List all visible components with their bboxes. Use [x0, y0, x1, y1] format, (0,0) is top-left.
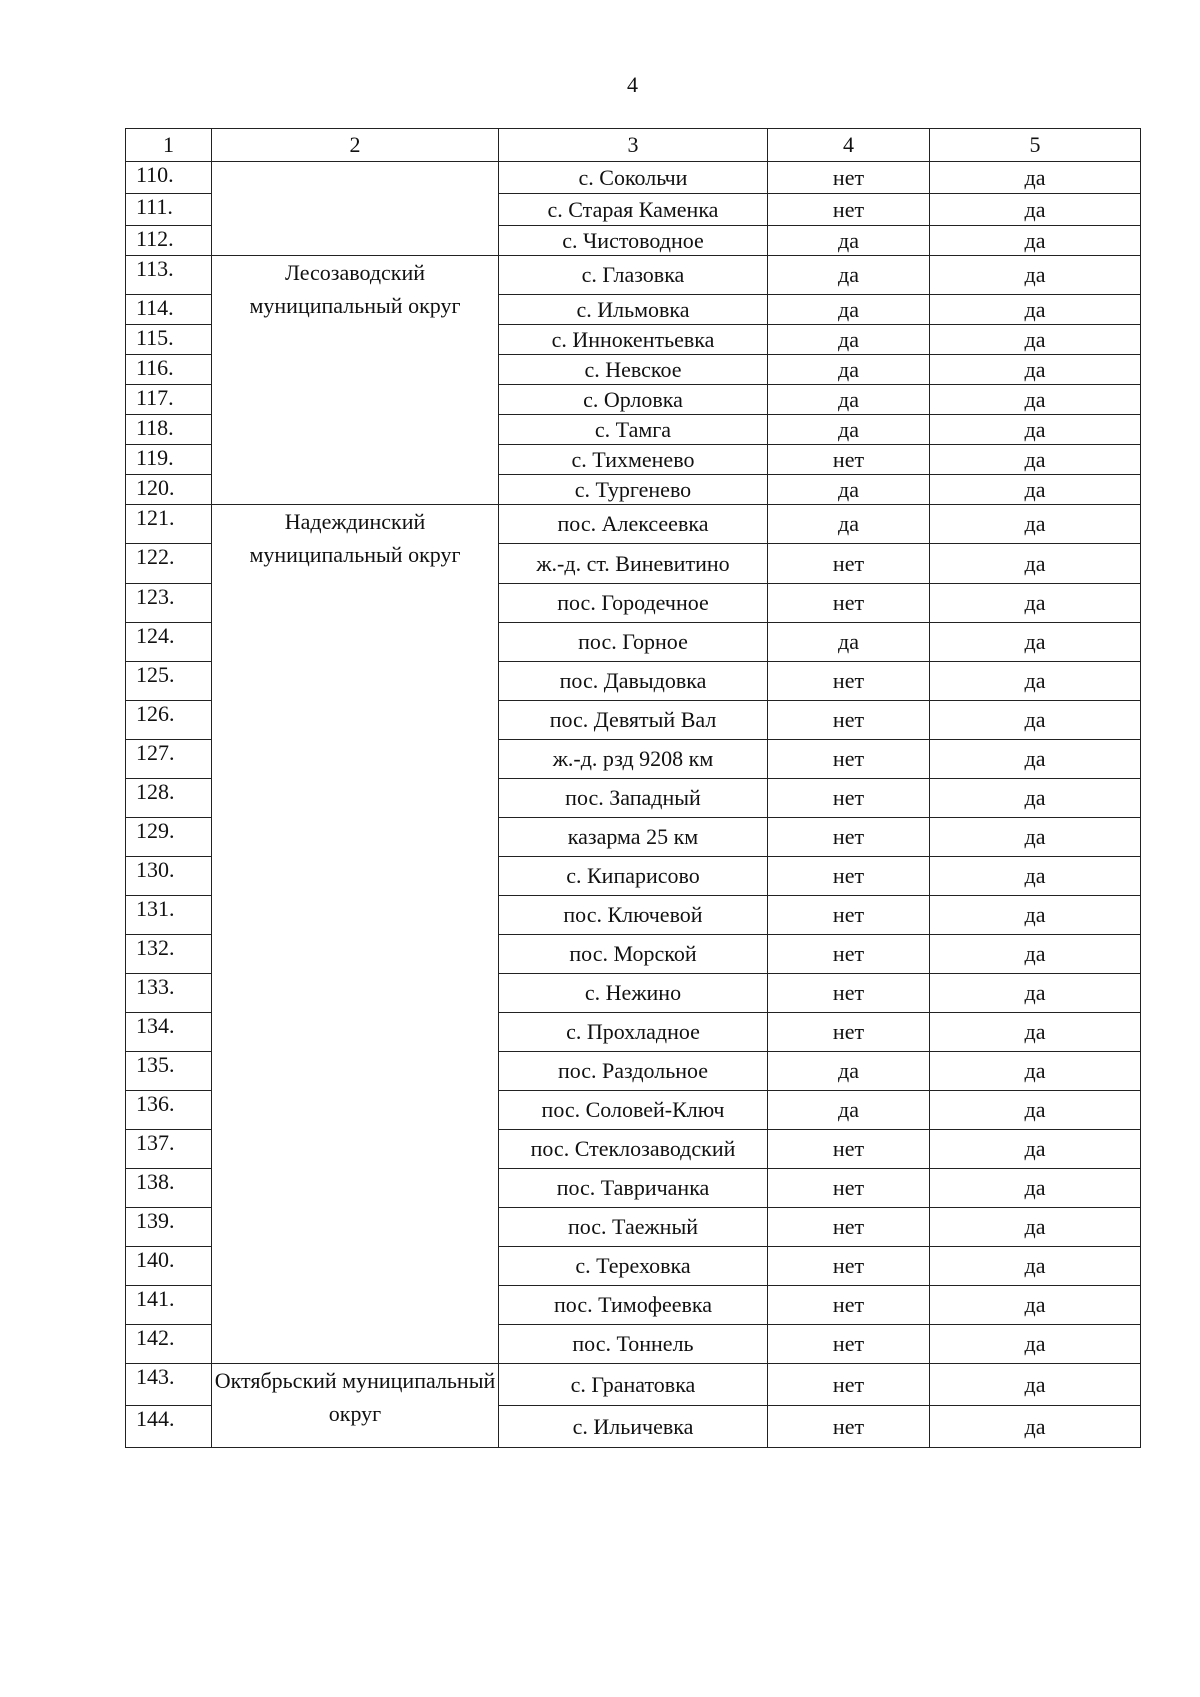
column-4-cell: нет — [768, 1208, 930, 1247]
settlement-cell: с. Иннокентьевка — [499, 325, 768, 355]
settlement-cell: пос. Давыдовка — [499, 662, 768, 701]
settlement-cell: пос. Таежный — [499, 1208, 768, 1247]
column-4-cell: да — [768, 623, 930, 662]
column-5-cell: да — [930, 701, 1141, 740]
row-number-cell: 135. — [126, 1052, 212, 1091]
settlement-cell: пос. Горное — [499, 623, 768, 662]
column-4-cell: нет — [768, 818, 930, 857]
settlement-cell: с. Тереховка — [499, 1247, 768, 1286]
column-5-cell: да — [930, 475, 1141, 505]
column-5-cell: да — [930, 1208, 1141, 1247]
column-4-cell: да — [768, 325, 930, 355]
column-5-cell: да — [930, 662, 1141, 701]
row-number-cell: 138. — [126, 1169, 212, 1208]
row-number-cell: 119. — [126, 445, 212, 475]
column-4-cell: нет — [768, 974, 930, 1013]
column-4-cell: да — [768, 256, 930, 295]
district-cell: Лесозаводский муниципальный округ — [212, 256, 499, 505]
row-number-cell: 126. — [126, 701, 212, 740]
column-4-cell: да — [768, 226, 930, 256]
column-5-cell: да — [930, 1364, 1141, 1406]
column-4-cell: да — [768, 295, 930, 325]
column-5-cell: да — [930, 1247, 1141, 1286]
row-number-cell: 139. — [126, 1208, 212, 1247]
column-4-cell: нет — [768, 584, 930, 623]
row-number-cell: 132. — [126, 935, 212, 974]
settlement-cell: пос. Соловей-Ключ — [499, 1091, 768, 1130]
settlement-cell: с. Тургенево — [499, 475, 768, 505]
table-row — [126, 505, 1141, 544]
row-number-cell: 133. — [126, 974, 212, 1013]
column-5-cell: да — [930, 1169, 1141, 1208]
row-number-cell: 117. — [126, 385, 212, 415]
row-number-cell: 110. — [126, 162, 212, 194]
column-4-cell: нет — [768, 935, 930, 974]
settlement-cell: с. Орловка — [499, 385, 768, 415]
column-5-cell: да — [930, 857, 1141, 896]
settlement-cell: с. Ильичевка — [499, 1406, 768, 1448]
column-5-cell: да — [930, 544, 1141, 584]
row-number-cell: 113. — [126, 256, 212, 295]
column-5-cell: да — [930, 818, 1141, 857]
column-5-cell: да — [930, 295, 1141, 325]
settlement-cell: с. Тихменево — [499, 445, 768, 475]
settlement-cell: пос. Морской — [499, 935, 768, 974]
column-5-cell: да — [930, 584, 1141, 623]
row-number-cell: 122. — [126, 544, 212, 584]
column-4-cell: нет — [768, 162, 930, 194]
column-5-cell: да — [930, 415, 1141, 445]
column-4-cell: да — [768, 475, 930, 505]
table-row — [126, 162, 1141, 194]
column-4-cell: нет — [768, 896, 930, 935]
row-number-cell: 118. — [126, 415, 212, 445]
row-number-cell: 111. — [126, 194, 212, 226]
row-number-cell: 137. — [126, 1130, 212, 1169]
settlement-cell: с. Чистоводное — [499, 226, 768, 256]
settlement-cell: с. Сокольчи — [499, 162, 768, 194]
column-4-cell: нет — [768, 1169, 930, 1208]
row-number-cell: 121. — [126, 505, 212, 544]
column-5-cell: да — [930, 256, 1141, 295]
column-5-cell: да — [930, 779, 1141, 818]
row-number-cell: 116. — [126, 355, 212, 385]
column-4-cell: да — [768, 385, 930, 415]
table-row — [126, 256, 1141, 295]
settlement-cell: с. Старая Каменка — [499, 194, 768, 226]
column-5-cell: да — [930, 325, 1141, 355]
column-header: 4 — [768, 129, 930, 162]
settlements-table — [125, 128, 1141, 1448]
settlement-cell: с. Тамга — [499, 415, 768, 445]
column-4-cell: нет — [768, 1406, 930, 1448]
settlement-cell: ж.-д. ст. Виневитино — [499, 544, 768, 584]
column-5-cell: да — [930, 194, 1141, 226]
column-5-cell: да — [930, 935, 1141, 974]
column-4-cell: нет — [768, 1325, 930, 1364]
settlement-cell: пос. Тимофеевка — [499, 1286, 768, 1325]
row-number-cell: 115. — [126, 325, 212, 355]
column-4-cell: нет — [768, 1013, 930, 1052]
column-4-cell: да — [768, 1091, 930, 1130]
column-5-cell: да — [930, 226, 1141, 256]
district-cell: Октябрьский муниципальный округ — [212, 1364, 499, 1448]
table-row — [126, 1364, 1141, 1406]
settlement-cell: пос. Раздольное — [499, 1052, 768, 1091]
column-4-cell: нет — [768, 1364, 930, 1406]
row-number-cell: 124. — [126, 623, 212, 662]
settlement-cell: ж.-д. рзд 9208 км — [499, 740, 768, 779]
row-number-cell: 120. — [126, 475, 212, 505]
row-number-cell: 114. — [126, 295, 212, 325]
row-number-cell: 128. — [126, 779, 212, 818]
settlement-cell: с. Кипарисово — [499, 857, 768, 896]
settlement-cell: с. Глазовка — [499, 256, 768, 295]
page-number: 4 — [627, 72, 638, 97]
district-cell: Надеждинский муниципальный округ — [212, 505, 499, 1364]
row-number-cell: 141. — [126, 1286, 212, 1325]
settlement-cell: с. Гранатовка — [499, 1364, 768, 1406]
row-number-cell: 123. — [126, 584, 212, 623]
settlement-cell: казарма 25 км — [499, 818, 768, 857]
column-4-cell: да — [768, 415, 930, 445]
column-4-cell: да — [768, 505, 930, 544]
column-5-cell: да — [930, 385, 1141, 415]
row-number-cell: 136. — [126, 1091, 212, 1130]
row-number-cell: 134. — [126, 1013, 212, 1052]
settlement-cell: пос. Девятый Вал — [499, 701, 768, 740]
column-5-cell: да — [930, 1406, 1141, 1448]
settlement-cell: пос. Алексеевка — [499, 505, 768, 544]
column-5-cell: да — [930, 1325, 1141, 1364]
settlement-cell: с. Ильмовка — [499, 295, 768, 325]
row-number-cell: 125. — [126, 662, 212, 701]
settlement-cell: пос. Тоннель — [499, 1325, 768, 1364]
column-header: 5 — [930, 129, 1141, 162]
settlement-cell: пос. Городечное — [499, 584, 768, 623]
column-4-cell: нет — [768, 1247, 930, 1286]
column-header: 1 — [126, 129, 212, 162]
column-4-cell: нет — [768, 445, 930, 475]
column-4-cell: нет — [768, 1130, 930, 1169]
settlement-cell: с. Невское — [499, 355, 768, 385]
column-5-cell: да — [930, 740, 1141, 779]
row-number-cell: 143. — [126, 1364, 212, 1406]
column-4-cell: нет — [768, 779, 930, 818]
settlement-cell: пос. Западный — [499, 779, 768, 818]
row-number-cell: 144. — [126, 1406, 212, 1448]
row-number-cell: 112. — [126, 226, 212, 256]
row-number-cell: 142. — [126, 1325, 212, 1364]
column-5-cell: да — [930, 1013, 1141, 1052]
column-5-cell: да — [930, 1091, 1141, 1130]
row-number-cell: 130. — [126, 857, 212, 896]
column-4-cell: нет — [768, 662, 930, 701]
column-4-cell: нет — [768, 740, 930, 779]
column-5-cell: да — [930, 1052, 1141, 1091]
column-header: 2 — [212, 129, 499, 162]
column-header: 3 — [499, 129, 768, 162]
settlement-cell: пос. Ключевой — [499, 896, 768, 935]
row-number-cell: 129. — [126, 818, 212, 857]
column-5-cell: да — [930, 1130, 1141, 1169]
column-4-cell: нет — [768, 1286, 930, 1325]
column-5-cell: да — [930, 623, 1141, 662]
settlement-cell: пос. Стеклозаводский — [499, 1130, 768, 1169]
column-5-cell: да — [930, 505, 1141, 544]
column-5-cell: да — [930, 974, 1141, 1013]
column-4-cell: нет — [768, 194, 930, 226]
column-5-cell: да — [930, 1286, 1141, 1325]
row-number-cell: 131. — [126, 896, 212, 935]
column-5-cell: да — [930, 445, 1141, 475]
column-5-cell: да — [930, 896, 1141, 935]
settlement-cell: с. Нежино — [499, 974, 768, 1013]
table-header-row — [126, 129, 1141, 162]
column-4-cell: да — [768, 1052, 930, 1091]
row-number-cell: 140. — [126, 1247, 212, 1286]
column-5-cell: да — [930, 162, 1141, 194]
settlement-cell: пос. Тавричанка — [499, 1169, 768, 1208]
column-5-cell: да — [930, 355, 1141, 385]
row-number-cell: 127. — [126, 740, 212, 779]
district-cell — [212, 162, 499, 256]
column-4-cell: нет — [768, 701, 930, 740]
column-4-cell: нет — [768, 544, 930, 584]
column-4-cell: да — [768, 355, 930, 385]
settlement-cell: с. Прохладное — [499, 1013, 768, 1052]
column-4-cell: нет — [768, 857, 930, 896]
